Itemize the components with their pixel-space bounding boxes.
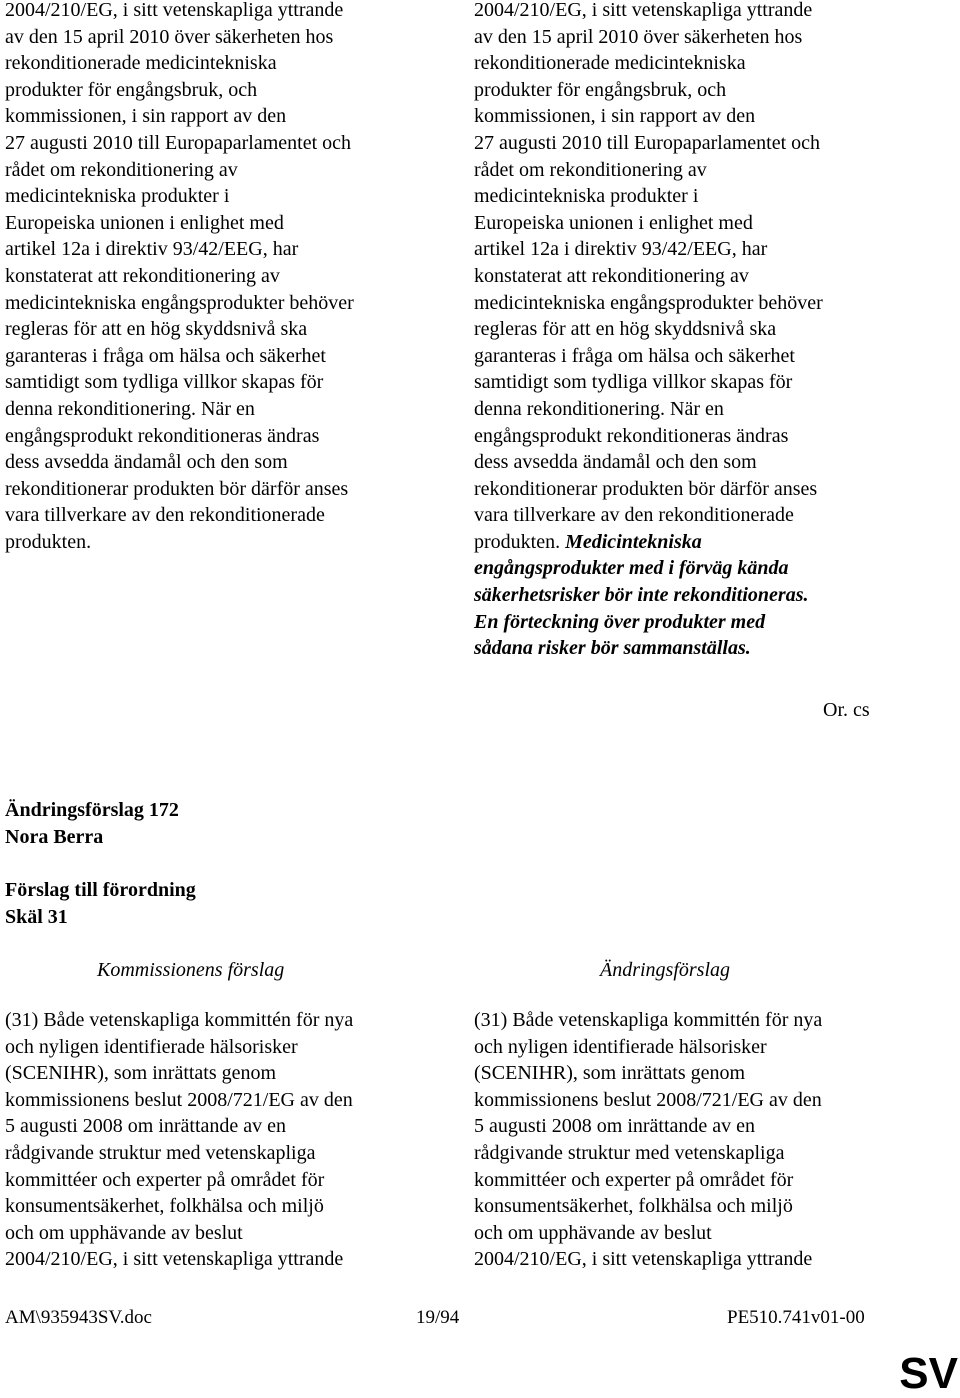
footer-doc-ref: AM\935943SV.doc	[5, 1307, 152, 1328]
amendment-column-title: Ändringsförslag	[600, 959, 731, 981]
recital-left-text: (31) Både vetenskapliga kommittén för nya och nyligen identifierade hälsorisker (SCENIHR), som inrättats genom kommissionens beslut 2008/721/EG av den 5 augusti 2008 om inrättande av en rådgivande struktur med vetenskapliga kommittéer och experter på området för konsumentsäkerhet, folkhälsa och miljö och om upphävande av beslut 2004/210/EG, i sitt vetenskapliga yttrande	[5, 1009, 354, 1271]
commission-proposal-title: Kommissionens förslag	[97, 959, 285, 981]
proposal-heading: Förslag till förordning Skäl 31	[5, 879, 196, 928]
amendment-heading: Ändringsförslag 172 Nora Berra	[5, 799, 179, 848]
recital-right-text: (31) Både vetenskapliga kommittén för nya och nyligen identifierade hälsorisker (SCENIHR), som inrättats genom kommissionens beslut 2008/721/EG av den 5 augusti 2008 om inrättande av en rådgivande struktur med vetenskapliga kommittéer och experter på området för konsumentsäkerhet, folkhälsa och miljö och om upphävande av beslut 2004/210/EG, i sitt vetenskapliga yttrande	[474, 1009, 823, 1271]
footer-pe-ref: PE510.741v01-00	[727, 1307, 865, 1328]
original-language: Or. cs	[823, 699, 870, 721]
amendment-added-text: Medicintekniska engångsprodukter med i förväg kända säkerhetsrisker bör inte rekonditioneras. En förteckning över produkter med sådana risker bör sammanställas.	[474, 530, 809, 660]
right-column-text	[474, 0, 934, 662]
language-code: SV	[899, 1349, 958, 1398]
left-column-text: 2004/210/EG, i sitt vetenskapliga yttrande av den 15 april 2010 över säkerheten hos rekonditionerade medicintekniska produkter för engångsbruk, och kommissionen, i sin rapport av den 27 augusti 2010 till Europaparlamentet och rådet om rekonditionering av medicintekniska produkter i Europeiska unionen i enlighet med artikel 12a i direktiv 93/42/EEG, har konstaterat att rekonditionering av medicintekniska engångsprodukter behöver regleras för att en hög skyddsnivå ska garanteras i fråga om hälsa och säkerhet samtidigt som tydliga villkor skapas för denna rekonditionering. När en engångsprodukt rekonditioneras ändras dess avsedda ändamål och den som rekonditionerar produkten bör därför anses vara tillverkare av den rekonditionerade produkten.	[5, 0, 354, 553]
footer-page-number: 19/94	[416, 1307, 460, 1328]
right-column-plain-text: 2004/210/EG, i sitt vetenskapliga yttrande av den 15 april 2010 över säkerheten hos rekonditionerade medicintekniska produkter för engångsbruk, och kommissionen, i sin rapport av den 27 augusti 2010 till Europaparlamentet och rådet om rekonditionering av medicintekniska produkter i Europeiska unionen i enlighet med artikel 12a i direktiv 93/42/EEG, har konstaterat att rekonditionering av medicintekniska engångsprodukter behöver regleras för att en hög skyddsnivå ska garanteras i fråga om hälsa och säkerhet samtidigt som tydliga villkor skapas för denna rekonditionering. När en engångsprodukt rekonditioneras ändras dess avsedda ändamål och den som rekonditionerar produkten bör därför anses vara tillverkare av den rekonditionerade produkten.	[474, 0, 823, 553]
